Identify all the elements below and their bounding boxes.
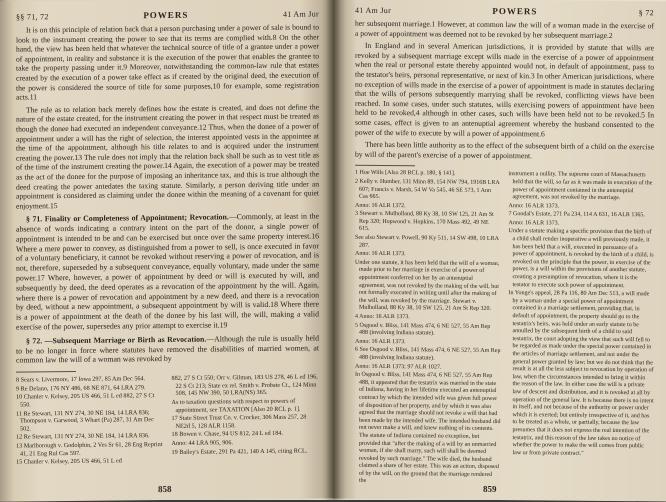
footnote: Under a statute making a specific provision that the birth of a child shall render inoperative a will previously made, it has been held that a will, executed in pursuance of a power of appointment, is revoked by the birth of a child, is revoked on the principle that the power, in exercise of the power, is a will within the provisions of another statute, creating a presumption of revocation, where it is the testator to execute such power of appointment.: [508, 228, 654, 289]
footnotes: [355, 170, 654, 489]
section-body: —Commonly, at least in the absence of words indicating a contrary intent on the part of the donor, a single power of appointment is intended to be and can be exercised but once over the same property interest.16 Where a mere power to convey, as distinguished from a power to sell, is once executed in favor of a voluntary beneficiary, it cannot be revoked without reserving a power of revocation, and is not, therefore, superseded by a subsequent conveyance, equally voluntary, made under the same power.17 Where, however, a power of appointment by deed or will is executed by will, and subsequently by deed, the deed operates as a revocation of the appointment by the will. Again, where there is a power of revocation and appointment by a new deed, and there is a revocation by deed, without a new appointment, a subsequent appointment by will is valid.18 Where there is a power of appointment at the death of the donee by his last will, the will, making a valid exercise of the power, supersedes any prior attempt to exercise it.19: [16, 211, 320, 332]
footnote: 4 Anno: 16 ALR 1373.: [355, 313, 410, 321]
paragraph: In England and in several American jurisdictions, it is provided by statute that wills are revoked by a subsequent marriage except wills made in the exercise of a power of appointment when the real or personal estate thereby appointed would not, in default of appointment, pass to the testator's heirs, personal representative, or next of kin.3 In other American jurisdictions, where no exception of wills made in the exercise of a power of appointment is made in statutes declaring that the wills of persons subsequently marrying shall be revoked, conflicting views have been reached. In some cases, under such statutes, wills exercising powers of appointment have been held to be revoked,4 although in other cases, such wills have been held not to be revoked.5 In some cases, effect is given to an antenuptial agreement whereby the husband consented to the power of the wife to execute by will a power of appointment.6: [355, 41, 654, 138]
page-title: POWERS: [492, 5, 538, 17]
footnote: See also Stewart v. Powell, 90 Ky 511, 14 SW 498, 10 LRA 287.: [355, 234, 499, 249]
volume-label: 41 Am Jur: [355, 5, 392, 16]
section-body: —Although the rule is usually held to be no longer in force where statutes have removed the disabilities of married women, at common law the will of a woman was revoked by: [16, 333, 319, 366]
footnote: 6 See Osgood v. Bliss, 141 Mass 474, 6 NE 527, 55 Am Rep 488 (involving Indiana statute).: [355, 347, 501, 362]
footnote: 19 Bailey's Estate, 291 Pa 421, 140 A 145, citing RCL.: [171, 447, 308, 456]
footnote-column: [172, 374, 320, 466]
footnote: 1 Hoe Wills [Also 28 RCL p. 180, § 141].: [355, 170, 456, 177]
footnote: Anno: 16 ALR 1373.: [355, 250, 406, 258]
page-title: POWERS: [143, 9, 189, 21]
footnote: Anno: 16 ALR 1373; 97 ALR 1027.: [355, 363, 442, 371]
footnote: 11 Re Stewart, 131 NY 274, 30 NE 184, 14 LRA 836; Thompson v. Garwood, 3 Whart (Pa) 287, 31 Am Dec 502.: [16, 408, 154, 433]
footnote: 8 Sears v. Livermore, 17 Iowa 297, 85 Am Dec 564.: [16, 375, 146, 384]
footnote: In Yonge's appeal, 28 Pa 116, 80 Am Dec 513, a will made by a woman under a special power of appointment contained in a marriage settlement, providing that, in default of appointment, the property should go to the testatrix's heirs, was held under an early statute to be annulled by the subsequent birth of a child to said testatrix, the court adopting the view that such will fell to be regarded as made under the special power contained in the articles of marriage settlement, and not under the general power granted by law; but we do not think that the result is at all the less subject to revocation by operation of law, when the circumstances intended to bring it within the reason of the law. In either case the will is a private law of descent and distribution, and it is revoked at all by operation of the general law. It is because there is no intent in itself, and not because of the authority or power under which it is exerted; but entirely irrespective of it, and has to be treated as a whole, or partially, because the law presumes that it does not express the real intention of the testatrix, and this reason of the law takes no notice of whether the power to make the will comes from public law or from private contract.": [508, 290, 654, 457]
section-71: [16, 212, 319, 333]
footnote: Under one statute, it has been held that the will of a woman, made prior to her marriage in exercise of a power of appointment conferred on her by an antenuptial agreement, was not revoked by the making of the will, but not formally executed in writing until after the making of the will, was revoked by the marriage. Stewart v. Mulholland, 88 Ky 38, 10 SW 125, 21 Am St Rep 320.: [355, 259, 500, 313]
footnote: 2 Kelly v. Humber, 131 Minn 89, 154 NW 794, 1916B LRA 607; Francis v. Marsh, 54 W Va 545, 46 SE 573, 1 Ann Cas 665.: [355, 178, 500, 201]
footnote-rule: [16, 371, 76, 373]
footnote: instrument a nullity. The supreme court of Massachusetts held that the will, so far as it was made in execution of the power of appointment contained in the antenuptial agreement, was not revoked by the marriage.: [508, 171, 653, 202]
footnote: Anno: 16 ALR 1373.: [508, 202, 560, 210]
footnote-column: [355, 170, 501, 488]
paragraph: There has been little authority as to the effect of the subsequent birth of a child on the exercise by will of the parent's exercise of a power of appointment.: [355, 139, 654, 161]
footnote: 9 Re Delano, 176 NY 486, 68 NE 871, 64 LRA 279.: [16, 384, 146, 393]
footnotes: [16, 374, 319, 468]
paragraph: her subsequent marriage.1 However, at common law the will of a woman made in the exercise of a power of appointment was deemed not to be revoked by her subsequent marriage.2: [355, 18, 654, 40]
running-header: [355, 5, 654, 18]
footnote: 18 Bowen v. Chase, 94 US 812, 24 L ed 184.: [171, 430, 283, 439]
footnote: Anno: 44 LRA 905, 906.: [171, 439, 234, 447]
footnote: In Osgood v. Bliss, 141 Mass 474, 6 NE 527, 55 Am Rep 488, it appeared that the testatrix was married in the state of Indiana, having in her lifetime executed an antenuptial contract by which the intended wife was given full power of disposition of her property, and by which it was also agreed that the marriage should not revoke a will that had been made by the intended wife. The intended husband did not never make a will, and knew nothing of its contents. The statute of Indiana contained no exception, but provided that "after the making of a will by an unmarried woman, if she shall marry, such will shall be deemed revoked by such marriage." The wife died, the husband claimed a share of her estate. This was an action, disposed of by the will, on the ground that the marriage rendered the: [355, 371, 501, 485]
volume-label: 41 Am Jur: [282, 9, 319, 19]
footnote-column: [16, 375, 164, 467]
footnote: 5 Osgood v. Bliss, 141 Mass 474, 6 NE 527, 55 Am Rep 488 (involving Indiana statute).: [355, 322, 491, 337]
right-page: [333, 0, 666, 501]
footnote: 7 Goodal's Estate, 271 Pa 234, 114 A 631, 16 ALR 1365.: [508, 211, 645, 219]
footnote: Anno: 16 ALR 1373.: [355, 338, 406, 345]
footnote: Anno: 16 ALR 1373.: [508, 219, 560, 227]
footnote: 3 Stewart v. Mulholland, 88 Ky 38, 10 SW 125, 21 Am St Rep 320; Hopwood v. Hopkins, 170 Mass 492, 49 NE 615.: [355, 211, 494, 233]
section-heading: § 72. —Subsequent Marriage or Birth as Revocation.: [26, 334, 207, 346]
paragraph: The rule as to relation back merely defines how the estate is created, and does not define the nature of the estate created, for the instrument creating the power in that respect must be treated as though the donee had executed an independent conveyance.12 Thus, when the donee of a power of appointment under a will has the right of selection, the interest appointed vests in the appointee at the time of the appointment, although his title relates to and is acquired under the instrument creating the power.13 The rule does not imply that the relation back shall be such as to vest title as of the time of the instrument creating the power.14 Again, the execution of a power may be treated as the act of the donee for the purpose of imposing an inheritance tax, and this is true although the deed creating the power antedates the taxing statute. Similarly, a person deriving title under an appointment is considered as claiming under the donee within the meaning of a covenant for quiet enjoyment.15: [16, 102, 319, 211]
footnote: 882, 27 S Ct 550; Orr v. Gilman, 183 US 278, 46 L ed 196, 22 S Ct 213; State ex rel. Smith v. Probate Ct., 124 Minn 508, 145 NW 390, 50 LRA(NS) 365.: [171, 373, 318, 398]
section-range: §§ 71, 72: [16, 12, 49, 22]
footnote-rule: [355, 165, 415, 167]
running-header: [16, 8, 319, 21]
section-heading: § 71. Finality or Completeness of Appointment; Revocation.: [26, 212, 229, 224]
page-number: 858: [158, 483, 172, 495]
footnote: 13 Marlborough v. Godolphin, 2 Ves Sr 61, 28 Eng Reprint 41, 21 Eng Rul Cas 597.: [16, 441, 163, 458]
footnote: 10 Chanler v. Kelsey, 205 US 466, 51 L ed 882, 27 S Ct 550.: [16, 392, 155, 409]
footnote: 17 State Street Trust Co. v. Crocker, 306 Mass 257, 28 NE2d 5, 128 ALR 1158.: [171, 413, 307, 430]
footnote: 15 Chanler v. Kelsey, 205 US 466, 51 L ed: [16, 457, 122, 466]
footnote: 12 Re Stewart, 131 NY 274, 30 NE 184, 14 LRA 836.: [16, 432, 150, 441]
paragraph: It is on this principle of relation back that a person purchasing under a power of sale is bound to look to the instrument creating the power to see that its terms are complied with.8 On the other hand, the view has been held that whatever the technical source of title of a grantee under a power of appointment, in reality and substance it is the execution of the power that enables the grantee to take the property passing under it.9 Moreover, notwithstanding the common-law rule that estates created by the execution of a power take effect as if created by the original deed, the execution of the power is considered the source of title for some purposes,10 for example, some registration acts.11: [16, 22, 319, 102]
page-number: 859: [483, 483, 497, 494]
section-72: [16, 333, 319, 366]
footnote: Anno: 16 ALR 1372.: [355, 202, 406, 209]
section-range: § 72: [638, 8, 654, 18]
footnote-column: [509, 171, 655, 489]
footnote: As to taxation questions with respect to powers of appointment, see TAXATION [Also 20 RCL p. 1].: [171, 397, 301, 414]
